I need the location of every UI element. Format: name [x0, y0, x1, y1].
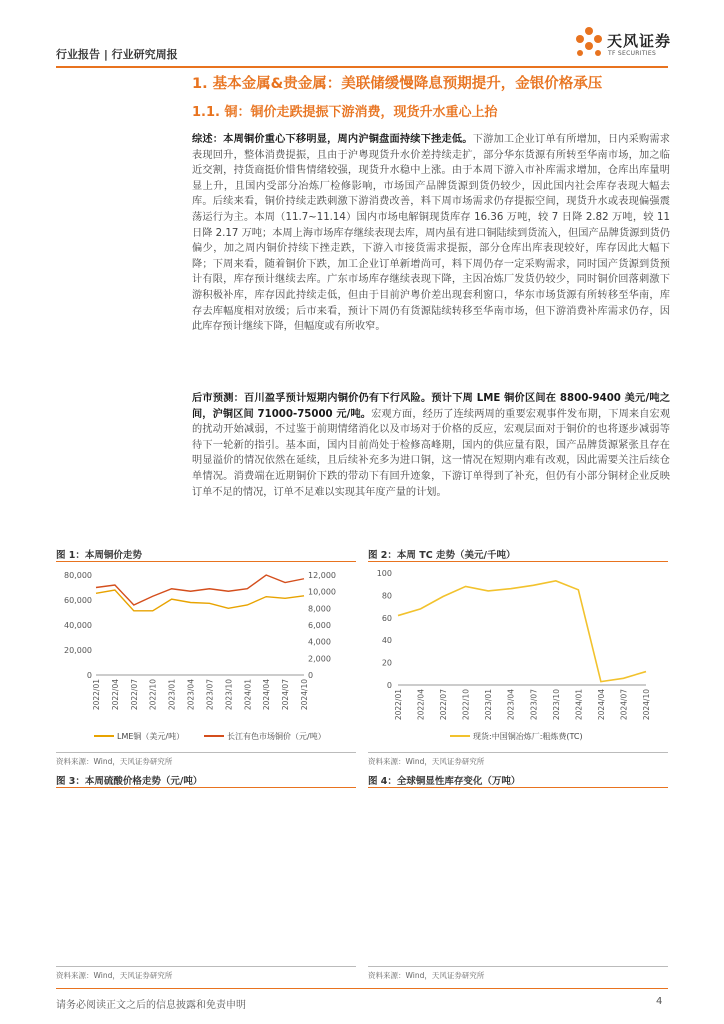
fig1-y-right-tick: 0	[308, 671, 314, 680]
fig2-x-tick: 2022/01	[394, 689, 403, 721]
fig1-x-tick: 2023/07	[205, 679, 215, 711]
fig2-title-rule	[368, 561, 668, 562]
fig2-x-tick: 2024/10	[642, 689, 651, 721]
summary-lead: 综述：本周铜价重心下移明显，周内沪铜盘面持续下挫走低。	[192, 134, 473, 145]
fig1-x-tick: 2022/10	[148, 679, 158, 711]
fig4-bottom-rule	[368, 966, 668, 967]
fig1-bottom-rule	[56, 752, 356, 753]
fig1-x-tick: 2024/10	[300, 679, 309, 711]
fig4-title-rule	[368, 787, 668, 788]
fig3-title: 图 3：本周硫酸价格走势（元/吨）	[56, 776, 203, 787]
fig2-x-tick: 2024/01	[574, 689, 584, 721]
fig2-x-tick: 2022/04	[416, 689, 426, 721]
fig1-title-rule	[56, 561, 356, 562]
fig2-y-tick: 40	[381, 636, 392, 646]
fig1-y-left-tick: 0	[86, 671, 92, 680]
forecast-lead: 后市预测：百川盈孚预计短期内铜价仍有下行风险。预计下周 LME 铜价区间在 8800-9400 美元/吨之间，沪铜区间 71000-75000 元/吨。	[192, 393, 670, 420]
fig2-bottom-rule	[368, 752, 668, 753]
fig2-x-tick: 2023/01	[484, 689, 494, 721]
fig1-x-tick: 2024/07	[281, 679, 291, 711]
fig1-series-line-1	[96, 575, 304, 605]
footer-disclaimer: 请务必阅读正文之后的信息披露和免责申明	[56, 1000, 246, 1011]
fig1-y-right-tick: 8,000	[308, 604, 331, 614]
fig4-source: 资料来源：Wind，天风证券研究所	[368, 971, 485, 980]
summary-body: 下游加工企业订单有所增加，日内采购需求表现回升，整体消费提振，且由于沪粤现货升水价差持续走扩，部分华东货源有所转至华南市场，加之临近交割，持货商挺价惜售情绪较强，现货升水稳中上涨。由于本周下游入市补库需求增加，仓库出库量明显上升，且国内受部分冶炼厂检修影响，市场国产品牌货源到货仍较少，因此国内社会库存表现大幅去库。后续来看，铜价持续走跌刺激下游消费改善，料下周市场需求仍存提振空间，现货升水或表现偏强震荡运行为主。本周（11.7~11.14）国内市场电解铜现货库存 16.36 万吨，较 7 日降 2.82 万吨，较 11 日降 2.17 万吨；本周上海市场库存继续表现去库，周内虽有进口铜陆续到货流入，但国产品牌货源到货仍偏少，加之周内铜价持续下挫走跌，下游入市接货需求提振，部分仓库出库表现较好，库存因此大幅下降；下周来看，随着铜价下跌，加工企业订单新增尚可，料下周仍存一定采购需求，同时国产货源到货预计有限，库存预计继续去库。广东市场库存继续表现下降，主因冶炼厂发货仍较少，同时铜价回落刺激下游积极补库，库存因此持续走低，但由于目前沪粤价差出现套利窗口，华东市场货源有所转移至华南，库存去库幅度相对放缓；后市来看，预计下周仍有货源陆续转移至华南市场，但下游消费补库需求仍存，因此库存预计继续下降，但幅度或有所收窄。	[192, 134, 670, 333]
fig2-y-tick: 60	[381, 613, 392, 623]
logo-mark-icon	[574, 26, 604, 60]
fig2-x-tick: 2024/07	[619, 689, 629, 721]
fig2-x-tick: 2023/07	[529, 689, 539, 721]
fig1-x-tick: 2024/01	[243, 679, 253, 711]
logo-text-cn: 天风证券	[607, 32, 672, 50]
forecast-body: 宏观方面，经历了连续两周的重要宏观事件发布期，下周来自宏观的扰动开始减弱，不过鉴于前期情绪消化以及市场对于价格的反应，宏观层面对于铜价的也将逐步减弱等待下一轮新的指引。基本面，国内目前尚处于检修高峰期，国内的供应量有限，国产品牌货源紧张且存在明显溢价的情况依然在延续，且后续补充多为进口铜，这一情况在短期内难有改观，因此需要关注后续仓单情况。消费端在近期铜价下跌的带动下有回升迹象，下游订单得到了补充，但仍有小部分铜材企业反映订单不足的情况，订单不足难以实现其年度产量的计划。	[192, 408, 671, 498]
fig2-series-line	[398, 581, 646, 682]
summary-paragraph	[192, 132, 670, 335]
fig2-x-tick: 2023/04	[506, 689, 516, 721]
fig2-x-tick: 2022/07	[439, 689, 449, 721]
fig1-legend-label-0: LME铜（美元/吨）	[117, 732, 185, 741]
fig1-legend-label-1: 长江有色市场铜价（元/吨）	[227, 732, 326, 741]
logo-text-en: TF SECURITIES	[608, 50, 657, 57]
forecast-paragraph	[192, 391, 670, 500]
fig3-title-rule	[56, 787, 356, 788]
brand-logo	[574, 26, 674, 62]
fig2-source: 资料来源：Wind，天风证券研究所	[368, 757, 485, 766]
footer-divider	[56, 988, 668, 989]
section-title: 1. 基本金属&贵金属：美联储缓慢降息预期提升，金银价格承压	[192, 76, 603, 92]
fig2-y-tick: 20	[381, 658, 392, 668]
fig1-x-tick: 2022/01	[92, 679, 101, 711]
fig1-y-left-tick: 80,000	[64, 571, 92, 580]
fig2-y-tick: 80	[381, 591, 392, 601]
fig2-legend-label: 现货:中国铜冶炼厂:粗炼费(TC)	[473, 732, 583, 741]
fig4-title: 图 4：全球铜显性库存变化（万吨）	[368, 776, 521, 787]
fig1-x-tick: 2022/04	[110, 679, 120, 711]
fig2-y-tick: 0	[386, 681, 392, 690]
fig2-x-tick: 2024/04	[596, 689, 606, 721]
fig1-chart	[56, 563, 356, 748]
fig3-bottom-rule	[56, 966, 356, 967]
fig1-y-left-tick: 40,000	[64, 621, 92, 630]
fig1-x-tick: 2022/07	[129, 679, 139, 711]
report-type-label: 行业报告 | 行业研究周报	[56, 48, 178, 61]
fig1-series-line-0	[96, 590, 304, 611]
fig1-y-right-tick: 6,000	[308, 621, 331, 630]
fig1-y-left-tick: 20,000	[64, 646, 92, 655]
fig1-y-left-tick: 60,000	[64, 596, 92, 605]
fig2-x-tick: 2023/10	[551, 689, 561, 721]
fig1-x-tick: 2023/01	[167, 679, 177, 711]
fig1-y-right-tick: 10,000	[308, 587, 336, 597]
fig1-source: 资料来源：Wind，天风证券研究所	[56, 757, 173, 766]
fig2-y-tick: 100	[376, 569, 392, 578]
fig1-x-tick: 2023/04	[186, 679, 196, 711]
fig2-x-tick: 2022/10	[461, 689, 471, 721]
fig1-x-tick: 2024/04	[262, 679, 272, 711]
fig2-chart	[368, 563, 668, 748]
fig1-y-right-tick: 2,000	[308, 654, 331, 664]
fig1-y-right-tick: 4,000	[308, 637, 331, 647]
page-number: 4	[656, 996, 663, 1007]
section-subtitle: 1.1. 铜：铜价走跌提振下游消费，现货升水重心上抬	[192, 105, 498, 120]
fig3-source: 资料来源：Wind，天风证券研究所	[56, 971, 173, 980]
fig2-title: 图 2：本周 TC 走势（美元/千吨）	[368, 550, 516, 561]
header-divider	[56, 66, 668, 68]
fig1-y-right-tick: 12,000	[308, 571, 336, 580]
fig1-title: 图 1：本周铜价走势	[56, 550, 142, 561]
fig1-x-tick: 2023/10	[224, 679, 234, 711]
